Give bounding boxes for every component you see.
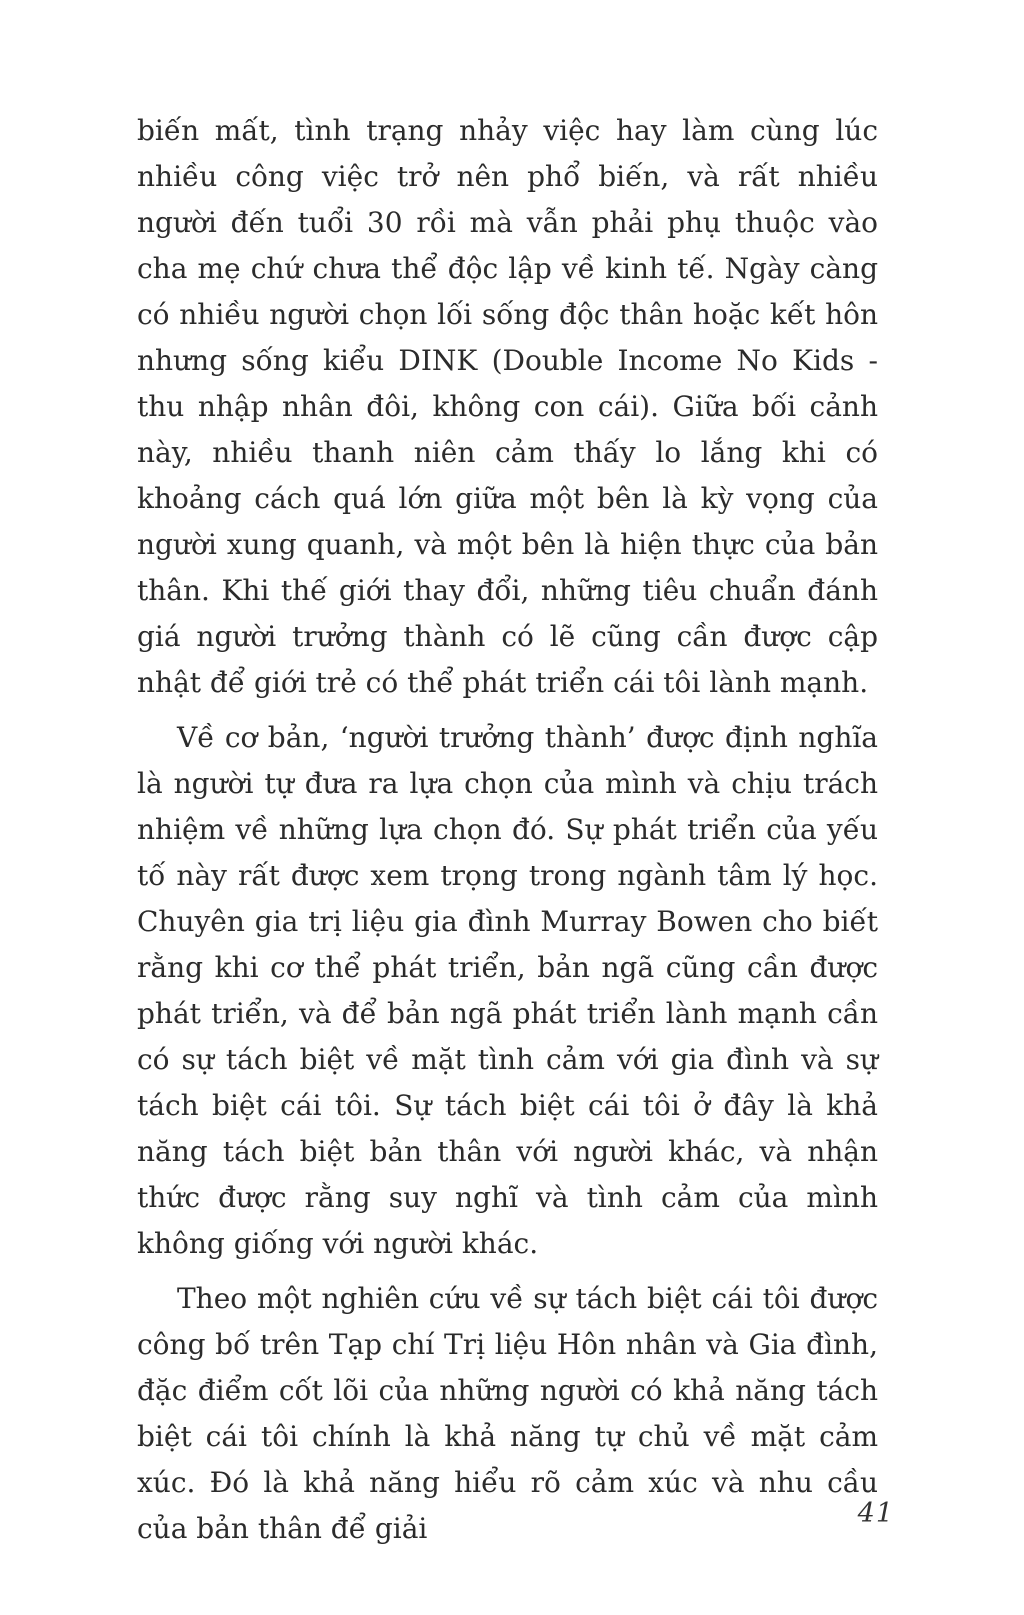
body-paragraph: biến mất, tình trạng nhảy việc hay làm cùng lúc nhiều công việc trở nên phổ biến, và rất nhiều người đến tuổi 30 rồi mà vẫn phải phụ thuộc vào cha mẹ chứ chưa thể độc lập về kinh tế. Ngày càng có nhiều người chọn lối sống độc thân hoặc kết hôn nhưng sống kiểu DINK (Double Income No Kids - thu nhập nhân đôi, không con cái). Giữa bối cảnh này, nhiều thanh niên cảm thấy lo lắng khi có khoảng cách quá lớn giữa một bên là kỳ vọng của người xung quanh, và một bên là hiện thực của bản thân. Khi thế giới thay đổi, những tiêu chuẩn đánh giá người trưởng thành có lẽ cũng cần được cập nhật để giới trẻ có thể phát triển cái tôi lành mạnh. bbox=[137, 114, 878, 699]
body-paragraph: Về cơ bản, ‘người trưởng thành’ được định nghĩa là người tự đưa ra lựa chọn của mình và chịu trách nhiệm về những lựa chọn đó. Sự phát triển của yếu tố này rất được xem trọng trong ngành tâm lý học. Chuyên gia trị liệu gia đình Murray Bowen cho biết rằng khi cơ thể phát triển, bản ngã cũng cần được phát triển, và để bản ngã phát triển lành mạnh cần có sự tách biệt về mặt tình cảm với gia đình và sự tách biệt cái tôi. Sự tách biệt cái tôi ở đây là khả năng tách biệt bản thân với người khác, và nhận thức được rằng suy nghĩ và tình cảm của mình không giống với người khác. bbox=[137, 721, 878, 1260]
page-number: 41 bbox=[857, 1498, 894, 1529]
body-text-block bbox=[137, 108, 878, 1561]
body-paragraph: Theo một nghiên cứu về sự tách biệt cái tôi được công bố trên Tạp chí Trị liệu Hôn nhân và Gia đình, đặc điểm cốt lõi của những người có khả năng tách biệt cái tôi chính là khả năng tự chủ về mặt cảm xúc. Đó là khả năng hiểu rõ cảm xúc và nhu cầu của bản thân để giải bbox=[137, 1282, 878, 1545]
